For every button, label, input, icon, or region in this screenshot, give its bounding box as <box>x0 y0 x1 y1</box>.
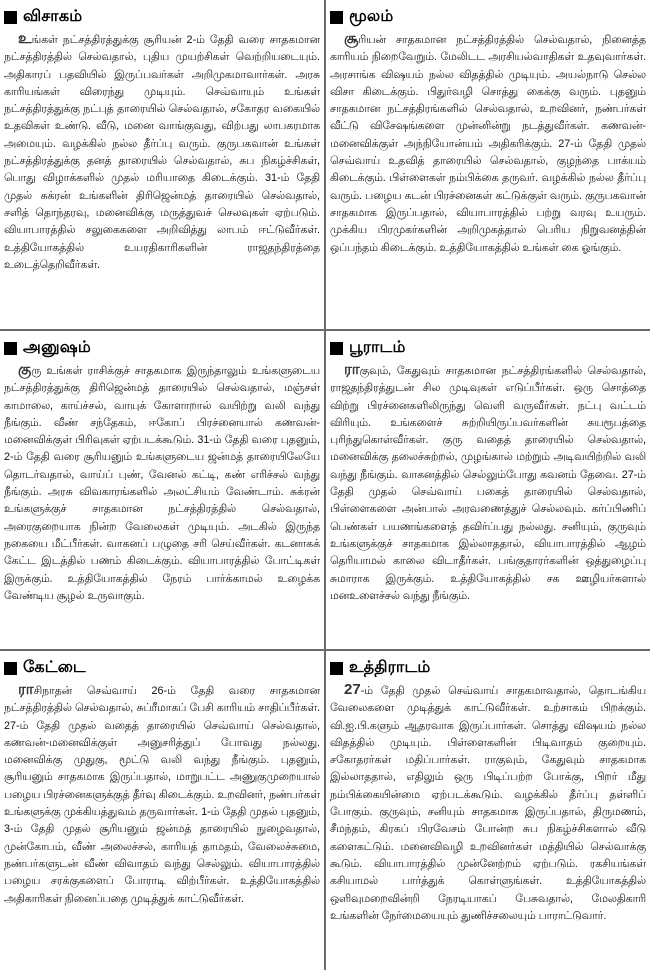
drop-cap: ரா <box>18 681 34 698</box>
section-body <box>4 361 320 605</box>
section-title: அனுஷம் <box>23 339 91 356</box>
section-anusham <box>4 333 320 647</box>
section-body <box>330 681 646 925</box>
drop-cap: கு <box>18 361 32 378</box>
square-bullet-icon <box>330 11 343 24</box>
drop-cap: 27 <box>344 681 361 698</box>
body-text: ரு உங்கள் ராசிக்குச் சாதகமாக இருந்தாலும் உங்களுடைய நட்சத்திரத்துக்கு திரிஜென்மத் தாரையில் செல்வதால், மஞ்சள் காமாலை, காய்ச்சல், வாயுக் கோளாறால் வயிற்று வலி வந்து நீங்கும். வீண் சந்தேகம், ஈகோப் பிரச்னையால் கணவன்-மனைவிக்குள் பிரிவுகள் ஏற்படக்கூடும். 31-ம் தேதி வரை புதனும், 2-ம் தேதி வரை சூரியனும் உங்களுடைய ஜன்மத் தாரையிலேயே தொடர்வதால், வாய்ப் புண், வேனல் கட்டி, கண் எரிச்சல் வந்து நீங்கும். அரசு விவகாரங்களில் அலட்சியம் வேண்டாம். சுக்ரன் உங்களுக்குச் சாதகமான நட்சத்திரத்தில் செல்வதால், அரைகுறையாக நின்ற வேலைகள் முடியும். அடகில் இருந்த நகையை மீட்பீர்கள். வாகனப் பழுதை சரி செய்வீர்கள். கடனாகக் கேட்ட இடத்தில் பணம் கிடைக்கும். வியாபாரத்தில் போட்டிகள் இருக்கும். உத்தியோகத்தில் நேரம் பார்க்காமல் உழைக்க வேண்டிய சூழல் உருவாகும். <box>4 365 320 602</box>
section-title: உத்திராடம் <box>349 659 431 676</box>
section-title: பூராடம் <box>349 339 406 356</box>
section-header <box>330 6 646 28</box>
section-header <box>4 337 320 359</box>
section-visakam <box>4 2 320 327</box>
drop-cap: உ <box>18 30 32 47</box>
body-text: சிநாதன் செவ்வாய் 26-ம் தேதி வரை சாதகமான நட்சத்திரத்தில் செல்வதால், சுப்ரீமாகப் பேசி காரியம் சாதிப்பீர்கள். 27-ம் தேதி முதல் வதைத் தாரையில் செவ்வாய் செல்வதால், கணவன்-மனைவிக்குள் அனுசரித்துப் போவது நல்லது. மனைவிக்கு முதுகு, மூட்டு வலி வந்து நீங்கும். புதனும், சூரியனும் சாதகமாக இருப்பதால், மாறுபட்ட அணுகுமுறையால் பழைய பிரச்னைகளுக்குத் தீர்வு கிடைக்கும். உறவினர், நண்பர்கள் உங்களுக்கு முக்கியத்துவம் தருவார்கள். 1-ம் தேதி முதல் புதனும், 3-ம் தேதி முதல் சூரியனும் ஜன்மத் தாரையில் நுழைவதால், முன்கோபம், வீண் அலைச்சல், காரியத் தாமதம், வேலைச்சுமை, நண்பர்களுடன் வீண் விவாதம் வந்து செல்லும். வியாபாரத்தில் பழைய சரக்குகளைப் போராடி விற்பீர்கள். உத்தியோகத்தில் அதிகாரிகள் நினைப்பதை முடித்துக் காட்டுவீர்கள். <box>4 685 320 905</box>
body-text: ங்கள் நட்சத்திரத்துக்கு சூரியன் 2-ம் தேதி வரை சாதகமான நட்சத்திரத்தில் செல்வதால், புதிய முயற்சிகள் வெற்றியடையும். அதிகாரப் பதவியில் இருப்பவர்கள் அறிமுகமாவார்கள். அரசு காரியங்கள் விரைந்து முடியும். செவ்வாயும் உங்கள் நட்சத்திரத்துக்கு நட்புத் தாரையில் செல்வதால், சகோதர வகையில் உதவிகள் உண்டு. வீடு, மனை வாங்குவது, விற்பது லாபகரமாக அமையும். வழக்கில் நல்ல தீர்ப்பு வரும். குருபகவான் உங்கள் நட்சத்திரத்துக்கு தனத் தாரையில் செல்வதால், சுப நிகழ்ச்சிகள், பொது விழாக்களில் முதல் மரியாதை கிடைக்கும். 31-ம் தேதி முதல் சுக்ரன் உங்களின் திரிஜென்மத் தாரையில் செல்வதால், சளித் தொந்தரவு, மனைவிக்கு மருத்துவச் செலவுகள் ஏற்படும். வியாபாரத்தில் சலுகைகளை அறிவித்து லாபம் ஈட்டுவீர்கள். உத்தியோகத்தில் உயரதிகாரிகளின் ராஜதந்திரத்தை உடைத்தெறிவீர்கள். <box>4 34 320 271</box>
section-moolam <box>330 2 646 327</box>
section-kettai <box>4 653 320 968</box>
section-header <box>4 657 320 679</box>
column-divider <box>324 0 326 970</box>
square-bullet-icon <box>4 662 17 675</box>
section-body <box>330 361 646 605</box>
section-body <box>4 681 320 908</box>
square-bullet-icon <box>330 342 343 355</box>
body-text: குவும், கேதுவும் சாதகமான நட்சத்திரங்களில் செல்வதால், ராஜதந்திரத்துடன் சில முடிவுகள் எடுப்பீர்கள். ஒரு சொத்தை விற்று பிரச்னைகளிலிருந்து வெளி வருவீர்கள். நட்பு வட்டம் விரியும். உங்களைச் சுற்றியிருப்பவர்களின் சுயரூபத்தை புரிந்துகொள்வீர்கள். குரு வதைத் தாரையில் செல்வதால், மனைவிக்கு தலைச்சுற்றல், முழங்கால் மற்றும் அடிவயிற்றில் வலி வந்து நீங்கும். வாகனத்தில் செல்லும்போது கவனம் தேவை. 27-ம் தேதி முதல் செவ்வாய் பகைத் தாரையில் செல்வதால், பிள்ளைகளை அன்பால் அரவணைத்துச் செல்லவும். கர்ப்பிணிப் பெண்கள் பயணங்களைத் தவிர்ப்பது நல்லது. சனியும், குருவும் உங்களுக்குச் சாதகமாக இல்லாததால், வியாபாரத்தில் ஆழம் தெரியாமல் காலை விடாதீர்கள். பங்குதாரர்களின் ஒத்துழைப்பு சுமாராக இருக்கும். உத்தியோகத்தில் சக ஊழியர்களால் மனஉளைச்சல் வந்து நீங்கும். <box>330 365 646 602</box>
section-title: மூலம் <box>349 8 394 25</box>
drop-cap: ரா <box>344 361 360 378</box>
section-pooradam <box>330 333 646 647</box>
square-bullet-icon <box>4 342 17 355</box>
section-header <box>4 6 320 28</box>
section-header <box>330 657 646 679</box>
body-text: -ம் தேதி முதல் செவ்வாய் சாதகமாவதால், தொடங்கிய வேலைகளை முடித்துக் காட்டுவீர்கள். உற்சாகம் பிறக்கும். வி.ஐ.பி.களும் ஆதரவாக இருப்பார்கள். சொத்து விஷயம் நல்ல விதத்தில் முடியும். பிள்ளைகளின் பிடிவாதம் குறையும். சகோதரர்கள் மதிப்பார்கள். ராகுவும், கேதுவும் சாதகமாக இல்லாததால், எதிலும் ஒரு பிடிப்பற்ற போக்கு, பிறர் மீது நம்பிக்கையின்மை ஏற்படக்கூடும். வழக்கில் தீர்ப்பு தள்ளிப் போகும். குருவும், சனியும் சாதகமாக இருப்பதால், திருமணம், சீமந்தம், கிரகப் பிரவேசம் போன்ற சுப நிகழ்ச்சிகளால் வீடு களைகட்டும். மனைவிவழி உறவினர்கள் மத்தியில் செல்வாக்கு கூடும். வியாபாரத்தில் முன்னேற்றம் ஏற்படும். ரகசியங்கள் கசியாமல் பார்த்துக் கொள்ளுங்கள். உத்தியோகத்தில் ஒளிவுமறைவின்றி நேரடியாகப் பேசுவதால், மேலதிகாரி உங்களின் நேர்மையையும் துணிச்சலையும் பாராட்டுவார். <box>330 685 646 922</box>
section-header <box>330 337 646 359</box>
section-title: கேட்டை <box>23 659 86 676</box>
square-bullet-icon <box>4 11 17 24</box>
square-bullet-icon <box>330 662 343 675</box>
section-uthiradam <box>330 653 646 968</box>
drop-cap: சூ <box>344 30 359 47</box>
row-divider-1 <box>0 329 650 331</box>
section-title: விசாகம் <box>23 8 83 25</box>
section-body <box>4 30 320 274</box>
row-divider-2 <box>0 649 650 651</box>
section-body <box>330 30 646 257</box>
body-text: ரியன் சாதகமான நட்சத்திரத்தில் செல்வதால், நினைத்த காரியம் நிறைவேறும். மேலிடட அரசியல்வாதிகள் உதவுவார்கள். அரசாங்க விஷயம் நல்ல விதத்தில் முடியும். அயல்நாடு செல்ல விசா கிடைக்கும். பிதுர்வழி சொத்து கைக்கு வரும். புதனும் சாதகமான நட்சத்திரங்களில் செல்வதால், உறவினர், நண்பர்கள் வீட்டு விசேஷங்களை முன்னின்று நடத்துவீர்கள். கணவன்-மனைவிக்குள் அந்நியோன்யம் அதிகரிக்கும். 27-ம் தேதி முதல் செவ்வாய் உதவித் தாரையில் செல்வதால், குழந்தை பாக்யம் கிடைக்கும். பிள்ளைகள் நம்பிக்கை தருவர். வழக்கில் நல்ல தீர்ப்பு வரும். பழைய கடன் பிரச்னைகள் கட்டுக்குள் வரும். குருபகவான் சாதகமாக இருப்பதால், வியாபாரத்தில் பற்று வரவு உயரும். முக்கிய பிரமுகர்களின் அறிமுகத்தால் பெரிய நிறுவனத்தின் ஒப்பந்தம் கிடைக்கும். உத்தியோகத்தில் உங்கள் கை ஓங்கும். <box>330 34 646 254</box>
